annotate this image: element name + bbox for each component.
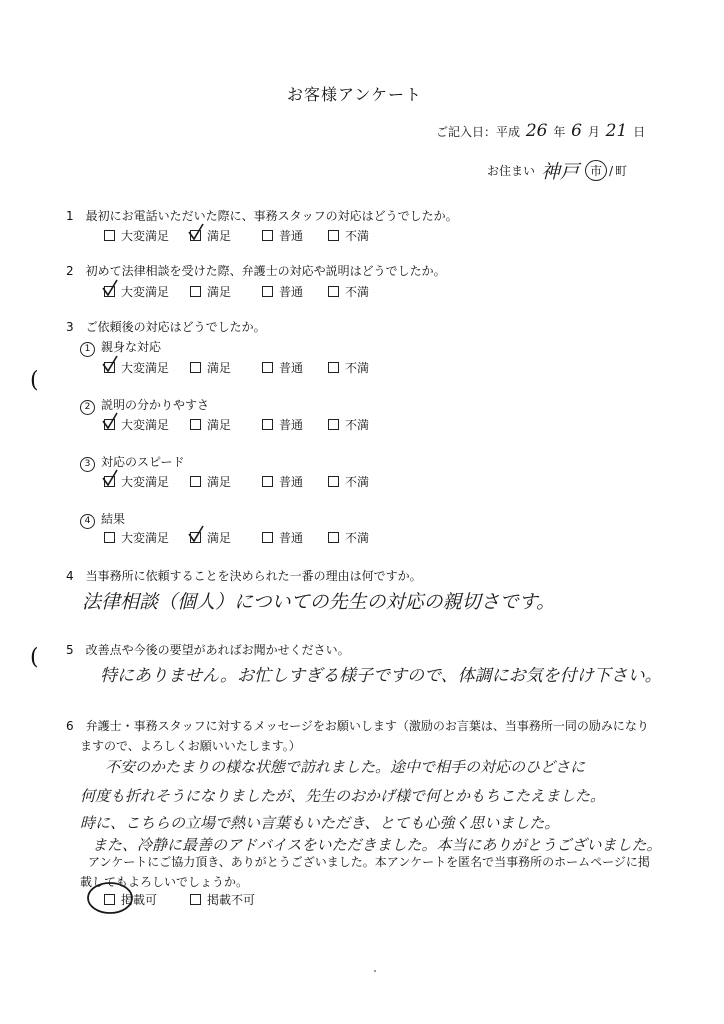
option-satisfied[interactable] — [190, 283, 231, 300]
entry-date-month-unit: 月 — [587, 125, 600, 139]
residence-city-unit — [585, 160, 607, 181]
entry-date-year: 26 — [525, 121, 548, 141]
publish-text-line-1: アンケートにご協力頂き、ありがとうございました。本アンケートを匿名で当事務所のホームページに掲 — [88, 855, 650, 869]
option-satisfied[interactable] — [190, 473, 231, 490]
margin-paren-mark: ( — [30, 645, 39, 670]
scan-dot — [374, 970, 376, 972]
sub-number-4: 4 — [80, 514, 95, 529]
check-mark-icon — [188, 223, 204, 241]
option-label: 普通 — [279, 229, 304, 243]
option-dissatisfied[interactable] — [328, 227, 369, 244]
question-6-answer-line: また、冷静に最善のアドバイスをいただきました。本当にありがとうございました。 — [92, 836, 662, 854]
check-mark-icon — [188, 525, 204, 543]
option-normal[interactable] — [262, 227, 303, 244]
option-normal[interactable] — [262, 416, 303, 433]
entry-date-day: 21 — [605, 121, 628, 141]
option-normal[interactable] — [262, 473, 303, 490]
sub-number-3: 3 — [80, 457, 95, 472]
option-label: 不満 — [345, 418, 370, 432]
question-6-answer-line: 何度も折れそうになりましたが、先生のおかげ様で何とかもちこたえました。 — [80, 787, 606, 805]
option-checkbox[interactable] — [190, 362, 201, 373]
option-label: 大変満足 — [121, 475, 170, 489]
option-checkbox[interactable] — [104, 476, 115, 487]
option-checkbox[interactable] — [262, 286, 273, 297]
option-label: 普通 — [279, 418, 304, 432]
option-checkbox[interactable] — [328, 286, 339, 297]
option-checkbox[interactable] — [328, 230, 339, 241]
option-checkbox[interactable] — [262, 419, 273, 430]
entry-date-day-unit: 日 — [633, 125, 646, 139]
question-4: 4 当事務所に依頼することを決められた一番の理由は何ですか。 — [66, 569, 422, 583]
option-very-satisfied[interactable] — [104, 283, 169, 300]
option-checkbox[interactable] — [262, 230, 273, 241]
option-label: 大変満足 — [121, 531, 170, 545]
option-satisfied[interactable] — [190, 529, 231, 546]
option-label: 不満 — [345, 531, 370, 545]
question-3: 3 ご依頼後の対応はどうでしたか。 — [66, 320, 266, 334]
entry-date — [436, 121, 645, 141]
residence-town-unit: 町 — [615, 164, 628, 178]
option-normal[interactable] — [262, 359, 303, 376]
sub-number-2: 2 — [80, 400, 95, 415]
entry-date-month: 6 — [571, 121, 582, 141]
option-checkbox[interactable] — [104, 230, 115, 241]
question-6-answer-line: 不安のかたまりの様な状態で訪れました。途中で相手の対応のひどさに — [105, 758, 586, 776]
sub-label-2: 説明の分かりやすさ — [101, 398, 210, 412]
option-label: 大変満足 — [121, 418, 170, 432]
option-label: 不満 — [345, 475, 370, 489]
option-label: 普通 — [279, 475, 304, 489]
option-label: 普通 — [279, 285, 304, 299]
sub-label-3: 対応のスピード — [101, 455, 185, 469]
option-checkbox[interactable] — [262, 476, 273, 487]
option-checkbox[interactable] — [190, 286, 201, 297]
option-label: 普通 — [279, 531, 304, 545]
option-checkbox[interactable] — [104, 419, 115, 430]
option-very-satisfied[interactable] — [104, 529, 169, 546]
option-label: 満足 — [207, 229, 232, 243]
sub-label-4: 結果 — [101, 512, 126, 526]
question-3-sub-3 — [80, 453, 185, 472]
residence-city: 神戸 — [541, 161, 580, 183]
publish-deny-label: 掲載不可 — [207, 893, 256, 907]
option-dissatisfied[interactable] — [328, 416, 369, 433]
entry-date-year-unit: 年 — [553, 125, 566, 139]
check-mark-icon — [102, 355, 118, 373]
page-title: お客様アンケート — [287, 85, 423, 104]
option-label: 満足 — [207, 531, 232, 545]
publish-deny-option[interactable] — [190, 891, 255, 908]
margin-paren-mark: ( — [30, 368, 39, 393]
option-label: 満足 — [207, 361, 232, 375]
sub-label-1: 親身な対応 — [101, 340, 162, 354]
option-satisfied[interactable] — [190, 227, 231, 244]
publish-text-line-2: 載してもよろしいでしょうか。 — [80, 875, 249, 889]
question-5: 5 改善点や今後の要望があればお聞かせください。 — [66, 643, 350, 657]
option-dissatisfied[interactable] — [328, 359, 369, 376]
option-checkbox[interactable] — [190, 476, 201, 487]
question-6-line-2: ますので、よろしくお願いいたします。） — [80, 739, 301, 753]
option-very-satisfied[interactable] — [104, 473, 169, 490]
residence-label: お住まい — [487, 164, 536, 178]
option-dissatisfied[interactable] — [328, 473, 369, 490]
option-label: 大変満足 — [121, 285, 170, 299]
residence-slash: / — [609, 163, 614, 178]
residence-city-unit-text: 市 — [590, 164, 603, 178]
question-6-answer-line: 時に、こちらの立場で熱い言葉もいただき、とても心強く思いました。 — [80, 814, 560, 832]
option-label: 不満 — [345, 361, 370, 375]
residence — [487, 157, 627, 184]
option-checkbox[interactable] — [328, 476, 339, 487]
option-checkbox[interactable] — [190, 419, 201, 430]
option-checkbox[interactable] — [328, 362, 339, 373]
question-6-line-1: 6 弁護士・事務スタッフに対するメッセージをお願いします（激励のお言葉は、当事務所一同の励みになり — [66, 719, 649, 733]
question-2: 2 初めて法律相談を受けた際、弁護士の対応や説明はどうでしたか。 — [66, 264, 446, 278]
option-normal[interactable] — [262, 529, 303, 546]
sub-number-1: 1 — [80, 342, 95, 357]
option-label: 不満 — [345, 285, 370, 299]
question-1: 1 最初にお電話いただいた際に、事務スタッフの対応はどうでしたか。 — [66, 209, 458, 223]
option-checkbox[interactable] — [104, 532, 115, 543]
check-mark-icon — [102, 412, 118, 430]
option-label: 満足 — [207, 285, 232, 299]
option-label: 普通 — [279, 361, 304, 375]
option-checkbox[interactable] — [262, 362, 273, 373]
publish-deny-checkbox[interactable] — [190, 894, 201, 905]
option-checkbox[interactable] — [190, 532, 201, 543]
question-3-sub-1 — [80, 338, 161, 357]
option-checkbox[interactable] — [104, 362, 115, 373]
option-normal[interactable] — [262, 283, 303, 300]
check-mark-icon — [102, 469, 118, 487]
option-satisfied[interactable] — [190, 416, 231, 433]
question-3-sub-4 — [80, 510, 125, 529]
publish-allow-label: 掲載可 — [121, 893, 158, 907]
question-3-sub-2 — [80, 396, 209, 415]
option-satisfied[interactable] — [190, 359, 231, 376]
option-checkbox[interactable] — [262, 532, 273, 543]
option-dissatisfied[interactable] — [328, 529, 369, 546]
check-mark-icon — [102, 279, 118, 297]
option-very-satisfied[interactable] — [104, 227, 169, 244]
option-checkbox[interactable] — [328, 532, 339, 543]
question-4-answer: 法律相談（個人）についての先生の対応の親切さです。 — [82, 591, 556, 613]
option-label: 満足 — [207, 475, 232, 489]
option-very-satisfied[interactable] — [104, 359, 169, 376]
entry-date-label: ご記入日：平成 — [436, 125, 521, 139]
publish-allow-circle-mark — [82, 878, 152, 918]
option-label: 不満 — [345, 229, 370, 243]
option-dissatisfied[interactable] — [328, 283, 369, 300]
option-checkbox[interactable] — [104, 286, 115, 297]
option-checkbox[interactable] — [328, 419, 339, 430]
option-label: 大変満足 — [121, 361, 170, 375]
option-very-satisfied[interactable] — [104, 416, 169, 433]
question-5-answer: 特にありません。お忙しすぎる様子ですので、体調にお気を付け下さい。 — [100, 666, 662, 686]
option-checkbox[interactable] — [190, 230, 201, 241]
option-label: 満足 — [207, 418, 232, 432]
option-label: 大変満足 — [121, 229, 170, 243]
